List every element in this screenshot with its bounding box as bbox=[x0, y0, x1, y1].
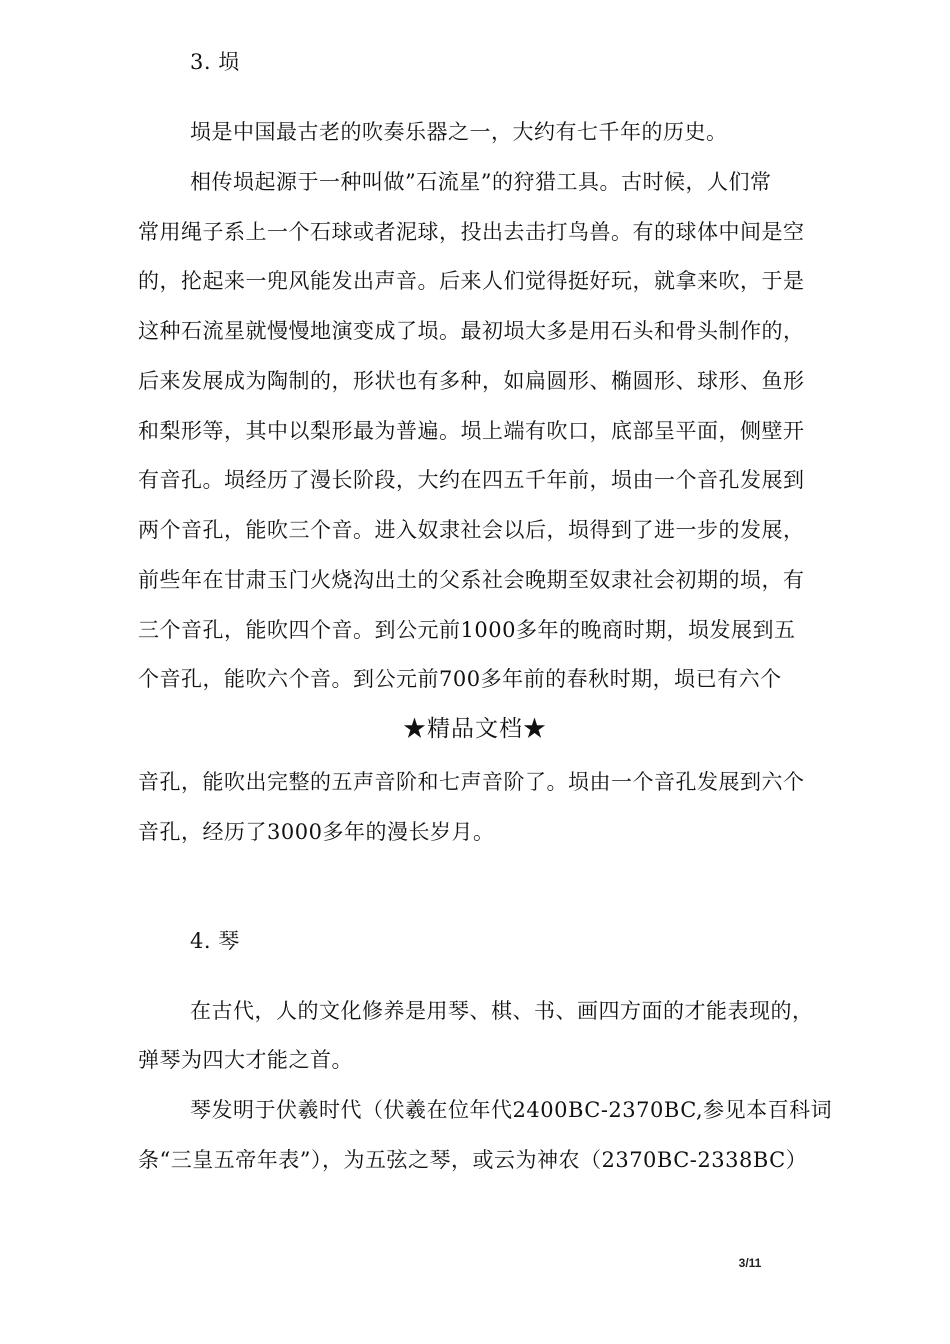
section-4-heading: 4. 琴 bbox=[190, 929, 240, 953]
section-3-paragraph-2-continued-line: 音孔，经历了3000多年的漫长岁月。 bbox=[138, 820, 495, 844]
section-3-heading: 3. 埙 bbox=[190, 50, 240, 74]
section-3-paragraph-2-line: 有音孔。埙经历了漫长阶段，大约在四五千年前，埙由一个音孔发展到 bbox=[138, 468, 805, 492]
section-3-paragraph-2-line: 后来发展成为陶制的，形状也有多种，如扁圆形、椭圆形、球形、鱼形 bbox=[138, 369, 805, 393]
section-3-paragraph-2-line: 前些年在甘肃玉门火烧沟出土的父系社会晚期至奴隶社会初期的埙，有 bbox=[138, 568, 805, 592]
section-3-paragraph-2-line: 和梨形等，其中以梨形最为普遍。埙上端有吹口，底部呈平面，侧壁开 bbox=[138, 419, 805, 443]
section-3-paragraph-2-line: 的，抡起来一兜风能发出声音。后来人们觉得挺好玩，就拿来吹，于是 bbox=[138, 269, 805, 293]
section-4-paragraph-2-line: 琴发明于伏羲时代（伏羲在位年代2400BC-2370BC,参见本百科词 bbox=[190, 1098, 833, 1122]
watermark-banner: ★精品文档★ bbox=[403, 716, 547, 742]
section-3-paragraph-2-line: 个音孔，能吹六个音。到公元前700多年前的春秋时期，埙已有六个 bbox=[138, 667, 782, 691]
page-number: 3/11 bbox=[738, 1256, 762, 1270]
section-3-paragraph-2-line: 三个音孔，能吹四个音。到公元前1000多年的晚商时期，埙发展到五 bbox=[138, 618, 796, 642]
section-4-paragraph-2-line: 条“三皇五帝年表”），为五弦之琴，或云为神农（2370BC-2338BC） bbox=[138, 1148, 808, 1172]
section-4-paragraph-1-line: 在古代，人的文化修养是用琴、棋、书、画四方面的才能表现的， bbox=[190, 999, 814, 1023]
section-3-paragraph-2-line: 两个音孔，能吹三个音。进入奴隶社会以后，埙得到了进一步的发展， bbox=[138, 518, 805, 542]
section-3-paragraph-2-continued-line: 音孔，能吹出完整的五声音阶和七声音阶了。埙由一个音孔发展到六个 bbox=[138, 770, 805, 794]
section-3-paragraph-1: 埙是中国最古老的吹奏乐器之一，大约有七千年的历史。 bbox=[190, 120, 728, 144]
section-3-paragraph-2-line: 这种石流星就慢慢地演变成了埙。最初埙大多是用石头和骨头制作的， bbox=[138, 319, 805, 343]
section-3-paragraph-2-line: 相传埙起源于一种叫做”石流星”的狩猎工具。古时候，人们常 bbox=[190, 170, 772, 194]
section-4-paragraph-1-line: 弹琴为四大才能之首。 bbox=[138, 1048, 353, 1072]
section-3-paragraph-2-line: 常用绳子系上一个石球或者泥球，投出去击打鸟兽。有的球体中间是空 bbox=[138, 220, 805, 244]
